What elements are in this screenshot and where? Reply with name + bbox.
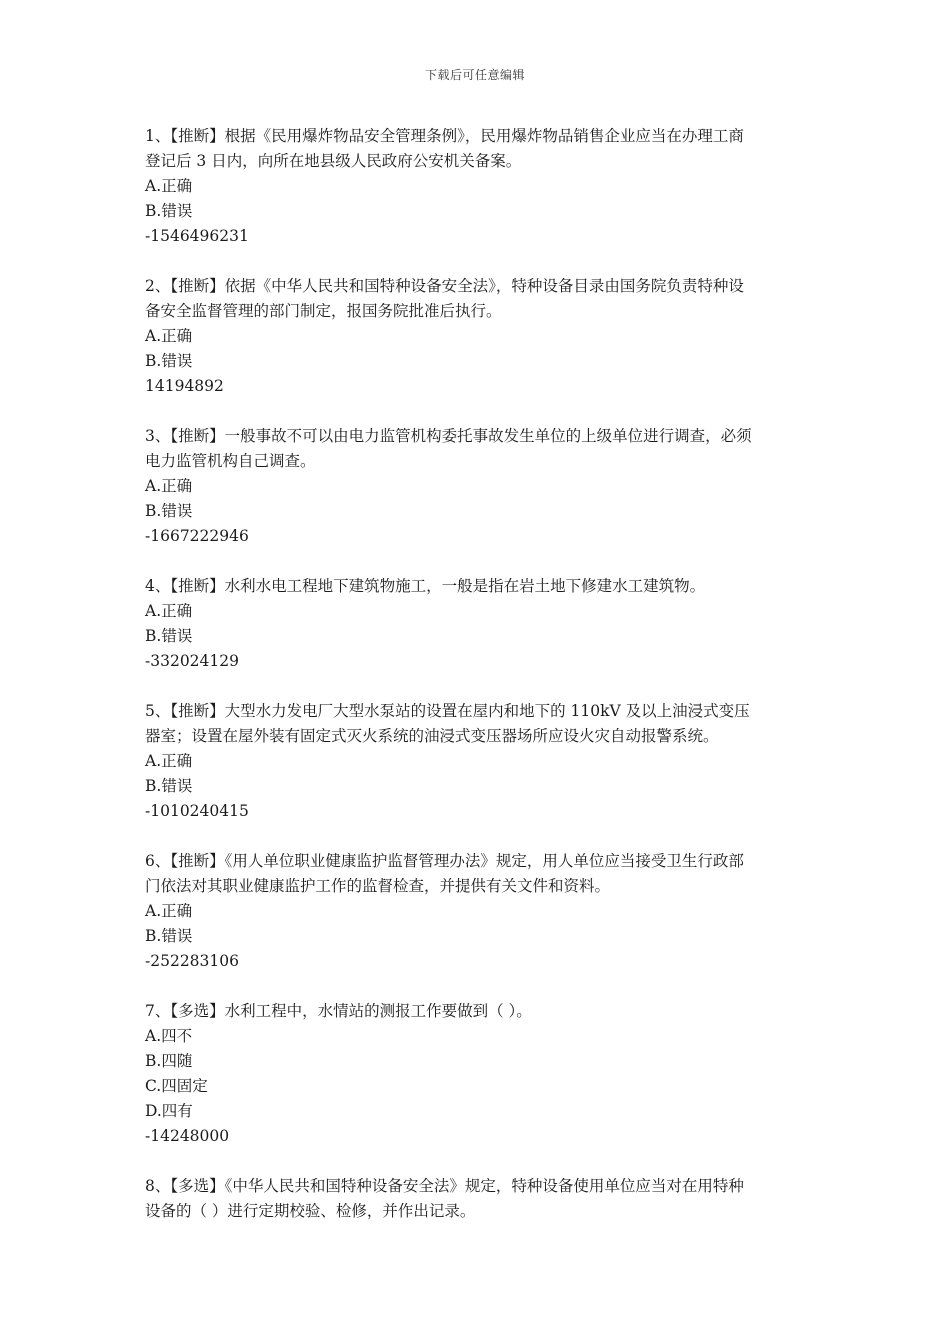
question-line: 电力监管机构自己调查。 (145, 452, 316, 470)
question-code: -1667222946 (145, 527, 249, 545)
question-line: 门依法对其职业健康监护工作的监督检查，并提供有关文件和资料。 (145, 877, 611, 895)
question-text (145, 849, 810, 899)
question-block (145, 274, 810, 399)
question-line: 备安全监督管理的部门制定，报国务院批准后执行。 (145, 302, 502, 320)
question-block (145, 699, 810, 824)
question-text (145, 124, 810, 174)
question-code: -332024129 (145, 652, 239, 670)
answer-option: A.正确 (145, 902, 193, 920)
question-line: 7、【多选】水利工程中，水情站的测报工作要做到（ ）。 (145, 1002, 532, 1020)
answer-option: B.错误 (145, 352, 193, 370)
question-line: 设备的（ ）进行定期校验、检修，并作出记录。 (145, 1202, 476, 1220)
question-line: 3、【推断】一般事故不可以由电力监管机构委托事故发生单位的上级单位进行调查，必须 (145, 427, 752, 445)
question-text (145, 999, 810, 1024)
answer-option: A.正确 (145, 602, 193, 620)
answer-option: A.正确 (145, 177, 193, 195)
question-block (145, 574, 810, 674)
answer-option: B.错误 (145, 627, 193, 645)
answer-option: C.四固定 (145, 1077, 208, 1095)
question-code: -252283106 (145, 952, 239, 970)
question-text (145, 699, 810, 749)
answer-option: B.错误 (145, 777, 193, 795)
question-text (145, 274, 810, 324)
question-line: 登记后 3 日内，向所在地县级人民政府公安机关备案。 (145, 152, 522, 170)
question-code: 14194892 (145, 377, 224, 395)
question-text (145, 1174, 810, 1224)
answer-option: B.错误 (145, 502, 193, 520)
answer-option: B.四随 (145, 1052, 193, 1070)
question-line: 1、【推断】根据《民用爆炸物品安全管理条例》，民用爆炸物品销售企业应当在办理工商 (145, 127, 744, 145)
question-code: -1546496231 (145, 227, 249, 245)
answer-option: A.正确 (145, 327, 193, 345)
answer-option: D.四有 (145, 1102, 193, 1120)
question-text (145, 424, 810, 474)
question-code: -14248000 (145, 1127, 230, 1145)
question-block (145, 424, 810, 549)
answer-option: A.正确 (145, 477, 193, 495)
question-block (145, 124, 810, 249)
question-line: 6、【推断】《用人单位职业健康监护监督管理办法》规定，用人单位应当接受卫生行政部 (145, 852, 744, 870)
question-line: 8、【多选】《中华人民共和国特种设备安全法》规定，特种设备使用单位应当对在用特种 (145, 1177, 744, 1195)
answer-option: B.错误 (145, 927, 193, 945)
question-code: -1010240415 (145, 802, 249, 820)
question-block (145, 849, 810, 974)
answer-option: B.错误 (145, 202, 193, 220)
question-line: 5、【推断】大型水力发电厂大型水泵站的设置在屋内和地下的 110kV 及以上油浸式变压 (145, 702, 750, 720)
question-block (145, 999, 810, 1149)
question-line: 4、【推断】水利水电工程地下建筑物施工，一般是指在岩土地下修建水工建筑物。 (145, 577, 706, 595)
page-header: 下载后可任意编辑 (424, 68, 525, 82)
question-text (145, 574, 810, 599)
answer-option: A.四不 (145, 1027, 193, 1045)
question-line: 器室；设置在屋外装有固定式灭火系统的油浸式变压器场所应设火灾自动报警系统。 (145, 727, 719, 745)
answer-option: A.正确 (145, 752, 193, 770)
question-line: 2、【推断】依据《中华人民共和国特种设备安全法》，特种设备目录由国务院负责特种设 (145, 277, 744, 295)
question-list (145, 124, 810, 1249)
question-block (145, 1174, 810, 1224)
